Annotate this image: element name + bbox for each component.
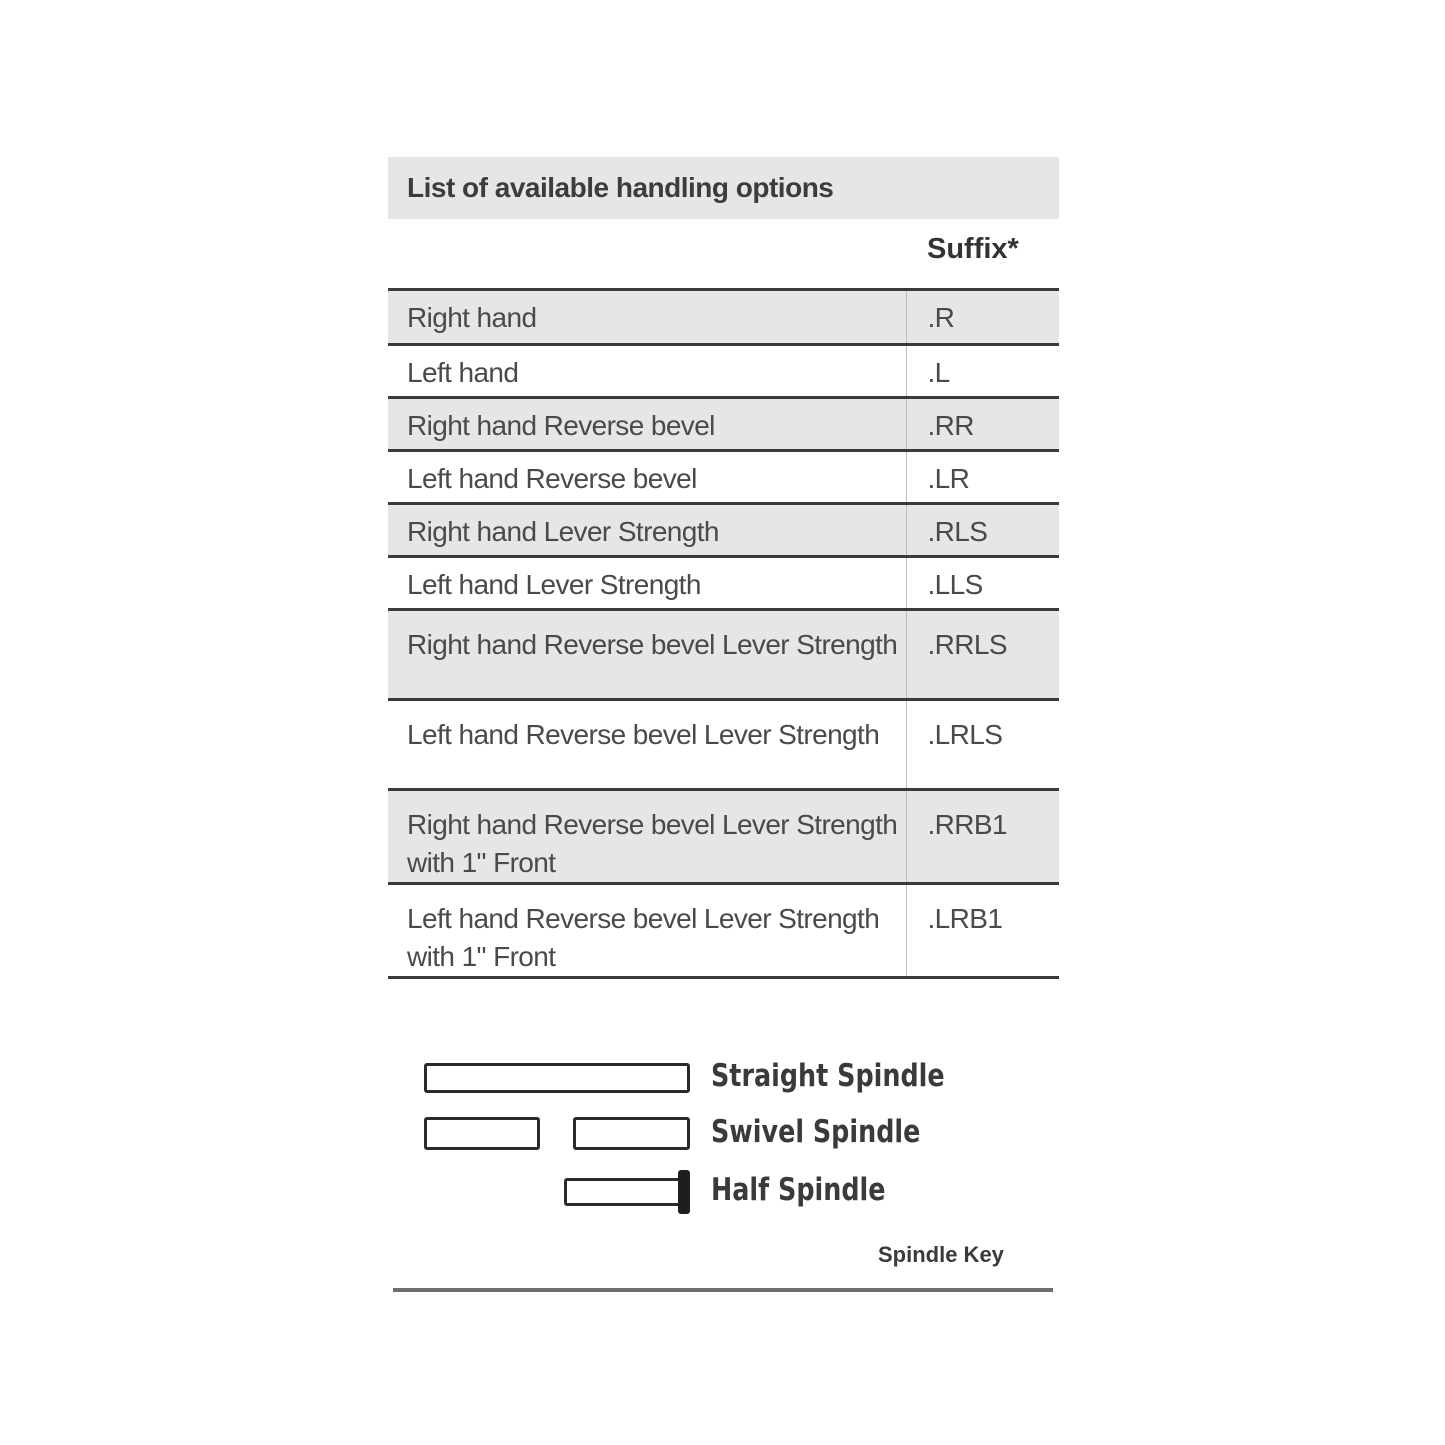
option-label: Right hand Lever Strength	[388, 503, 906, 556]
option-suffix: .LRLS	[906, 699, 1059, 789]
option-label: Right hand Reverse bevel Lever Strength	[388, 609, 906, 699]
table-row	[388, 556, 1059, 609]
table-row	[388, 450, 1059, 503]
table-row	[388, 699, 1059, 789]
option-label: Left hand Reverse bevel	[388, 450, 906, 503]
option-label: Right hand	[388, 291, 906, 344]
table-row	[388, 344, 1059, 397]
half-spindle-cap-icon	[678, 1170, 690, 1214]
suffix-column-header: Suffix*	[927, 233, 1019, 265]
table-row	[388, 609, 1059, 699]
swivel-spindle-left-icon	[424, 1117, 540, 1150]
straight-spindle-label: Straight Spindle	[711, 1058, 945, 1094]
table-title-bar	[388, 157, 1059, 219]
swivel-spindle-right-icon	[573, 1117, 690, 1150]
spindle-key-caption: Spindle Key	[878, 1242, 1004, 1267]
option-label: Right hand Reverse bevel Lever Strength with 1" Front	[388, 789, 906, 883]
swivel-spindle-label: Swivel Spindle	[711, 1114, 921, 1150]
table-row	[388, 291, 1059, 344]
spindle-key	[393, 1050, 1053, 1292]
options-table	[388, 291, 1059, 979]
option-suffix: .L	[906, 344, 1059, 397]
option-label: Left hand Reverse bevel Lever Strength with 1" Front	[388, 883, 906, 977]
table-row	[388, 503, 1059, 556]
option-label: Left hand	[388, 344, 906, 397]
half-spindle-icon	[564, 1178, 684, 1206]
table-header-row	[388, 219, 1059, 291]
option-suffix: .RR	[906, 397, 1059, 450]
option-suffix: .RLS	[906, 503, 1059, 556]
straight-spindle-icon	[424, 1063, 690, 1093]
option-suffix: .LR	[906, 450, 1059, 503]
option-suffix: .R	[906, 291, 1059, 344]
handling-options-table	[388, 157, 1059, 979]
table-row	[388, 397, 1059, 450]
table-row	[388, 883, 1059, 977]
option-label: Left hand Reverse bevel Lever Strength	[388, 699, 906, 789]
option-suffix: .RRLS	[906, 609, 1059, 699]
table-row	[388, 789, 1059, 883]
table-title: List of available handling options	[407, 172, 834, 203]
option-label: Right hand Reverse bevel	[388, 397, 906, 450]
option-suffix: .LRB1	[906, 883, 1059, 977]
half-spindle-label: Half Spindle	[711, 1172, 886, 1208]
option-label: Left hand Lever Strength	[388, 556, 906, 609]
option-suffix: .LLS	[906, 556, 1059, 609]
option-suffix: .RRB1	[906, 789, 1059, 883]
